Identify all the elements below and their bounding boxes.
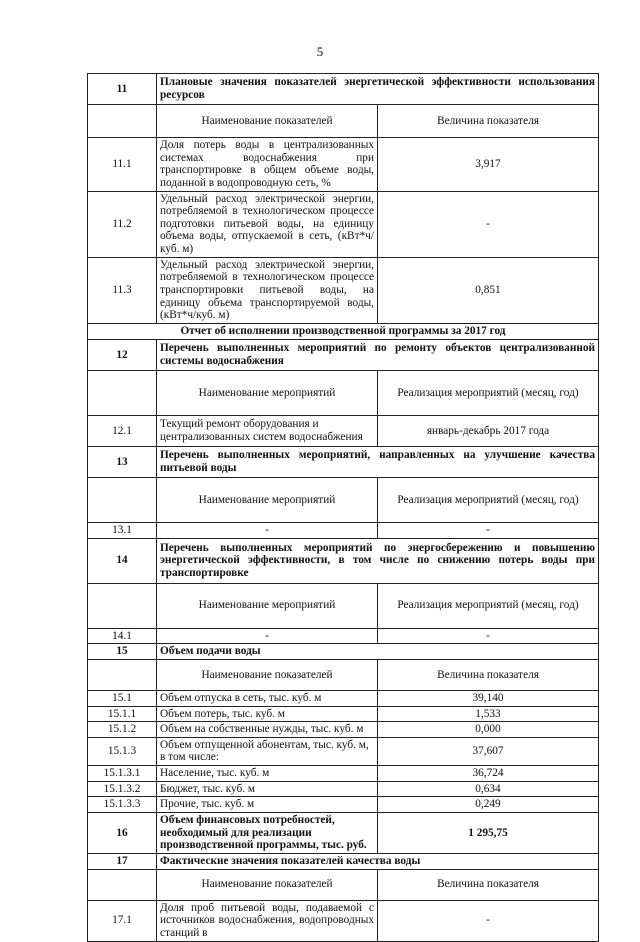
column-header-name: Наименование мероприятий (157, 477, 378, 522)
row-number: 11.2 (88, 191, 157, 257)
row-text: Объем отпущенной абонентам, тыс. куб. м, в том числе: (157, 737, 378, 765)
row-value: 0,249 (378, 797, 599, 813)
row-text: Объем отпуска в сеть, тыс. куб. м (157, 690, 378, 706)
table-row (88, 690, 599, 706)
row-number: 15.1 (88, 690, 157, 706)
row-value: 3,917 (378, 138, 599, 192)
column-header-value: Реализация мероприятий (месяц, год) (378, 583, 599, 628)
row-text: - (157, 628, 378, 644)
row-number: 15 (88, 644, 157, 660)
indicators-table (87, 73, 599, 942)
table-row (88, 477, 599, 522)
column-header-value: Реализация мероприятий (месяц, год) (378, 370, 599, 415)
table-row (88, 191, 599, 257)
row-value: 0,851 (378, 257, 599, 323)
row-text: - (157, 522, 378, 538)
row-number: 15.1.1 (88, 706, 157, 722)
row-number: 12.1 (88, 415, 157, 446)
row-number: 14.1 (88, 628, 157, 644)
row-value: 37,607 (378, 737, 599, 765)
column-header-value: Величина показателя (378, 105, 599, 138)
column-header-name: Наименование показателей (157, 659, 378, 690)
report-title: Отчет об исполнении производственной программы за 2017 год (88, 323, 599, 339)
column-header-name: Наименование показателей (157, 869, 378, 900)
row-text: Удельный расход электрической энергии, потребляемой в технологическом процессе подготовки питьевой воды, на единицу объема воды, отпускаемой в сеть, (кВт*ч/куб. м) (157, 191, 378, 257)
table-row (88, 766, 599, 782)
row-text: Текущий ремонт оборудования и централизованных систем водоснабжения (157, 415, 378, 446)
table-row (88, 323, 599, 339)
row-value: - (378, 900, 599, 941)
table-row (88, 370, 599, 415)
row-text: Население, тыс. куб. м (157, 766, 378, 782)
section-title: Объем подачи воды (157, 644, 599, 660)
row-text: Удельный расход электрической энергии, потребляемой в технологическом процессе транспортировки питьевой воды, на единицу объема транспортируемой воды, (кВт*ч/куб. м) (157, 257, 378, 323)
section-title: Перечень выполненных мероприятий по энергосбережению и повышению энергетической эффективности, в том числе по снижению потерь воды при транспортировке (157, 538, 599, 583)
row-number: 15.1.3 (88, 737, 157, 765)
row-number: 15.1.2 (88, 722, 157, 738)
row-text: Объем на собственные нужды, тыс. куб. м (157, 722, 378, 738)
column-header-name: Наименование мероприятий (157, 370, 378, 415)
row-value: 0,000 (378, 722, 599, 738)
column-header-value: Величина показателя (378, 659, 599, 690)
row-text: Доля потерь воды в централизованных системах водоснабжения при транспортировке в общем объеме воды, поданной в водопроводную сеть, % (157, 138, 378, 192)
column-header-value: Величина показателя (378, 869, 599, 900)
table-row (88, 257, 599, 323)
table-row (88, 869, 599, 900)
table-row (88, 538, 599, 583)
table-row (88, 781, 599, 797)
table-row (88, 797, 599, 813)
table-row (88, 138, 599, 192)
table-row (88, 339, 599, 370)
table-row (88, 74, 599, 105)
row-value: 39,140 (378, 690, 599, 706)
page-number: 5 (316, 44, 324, 59)
table-row (88, 415, 599, 446)
row-value: - (378, 191, 599, 257)
row-number: 14 (88, 538, 157, 583)
row-value: январь-декабрь 2017 года (378, 415, 599, 446)
row-value: 0,634 (378, 781, 599, 797)
table-row (88, 706, 599, 722)
row-number: 12 (88, 339, 157, 370)
row-number: 16 (88, 813, 157, 854)
table-row (88, 722, 599, 738)
section-title: Перечень выполненных мероприятий, направленных на улучшение качества питьевой воды (157, 446, 599, 477)
row-number: 15.1.3.3 (88, 797, 157, 813)
row-number: 15.1.3.2 (88, 781, 157, 797)
row-text: Объем финансовых потребностей, необходимый для реализации производственной программы, тыс. руб. (157, 813, 378, 854)
row-text: Бюджет, тыс. куб. м (157, 781, 378, 797)
row-value: 1,533 (378, 706, 599, 722)
table-row (88, 522, 599, 538)
row-text: Объем потерь, тыс. куб. м (157, 706, 378, 722)
column-header-name: Наименование показателей (157, 105, 378, 138)
table-row (88, 583, 599, 628)
row-number: 17 (88, 853, 157, 869)
section-title: Перечень выполненных мероприятий по ремонту объектов централизованной системы водоснабжения (157, 339, 599, 370)
row-number: 11.3 (88, 257, 157, 323)
table-row (88, 644, 599, 660)
row-number: 11 (88, 74, 157, 105)
row-number: 13.1 (88, 522, 157, 538)
table-row (88, 446, 599, 477)
table-row (88, 853, 599, 869)
row-text: Доля проб питьевой воды, подаваемой с источников водоснабжения, водопроводных станций в (157, 900, 378, 941)
row-text: Прочие, тыс. куб. м (157, 797, 378, 813)
table-row (88, 105, 599, 138)
table-row (88, 628, 599, 644)
row-number: 17.1 (88, 900, 157, 941)
table-row (88, 900, 599, 941)
row-number: 11.1 (88, 138, 157, 192)
row-value: 1 295,75 (378, 813, 599, 854)
section-title: Плановые значения показателей энергетической эффективности использования ресурсов (157, 74, 599, 105)
table-row (88, 737, 599, 765)
column-header-name: Наименование мероприятий (157, 583, 378, 628)
row-value: - (378, 628, 599, 644)
table-row (88, 659, 599, 690)
row-value: 36,724 (378, 766, 599, 782)
column-header-value: Реализация мероприятий (месяц, год) (378, 477, 599, 522)
row-number: 15.1.3.1 (88, 766, 157, 782)
table-row (88, 813, 599, 854)
section-title: Фактические значения показателей качества воды (157, 853, 599, 869)
row-number: 13 (88, 446, 157, 477)
row-value: - (378, 522, 599, 538)
